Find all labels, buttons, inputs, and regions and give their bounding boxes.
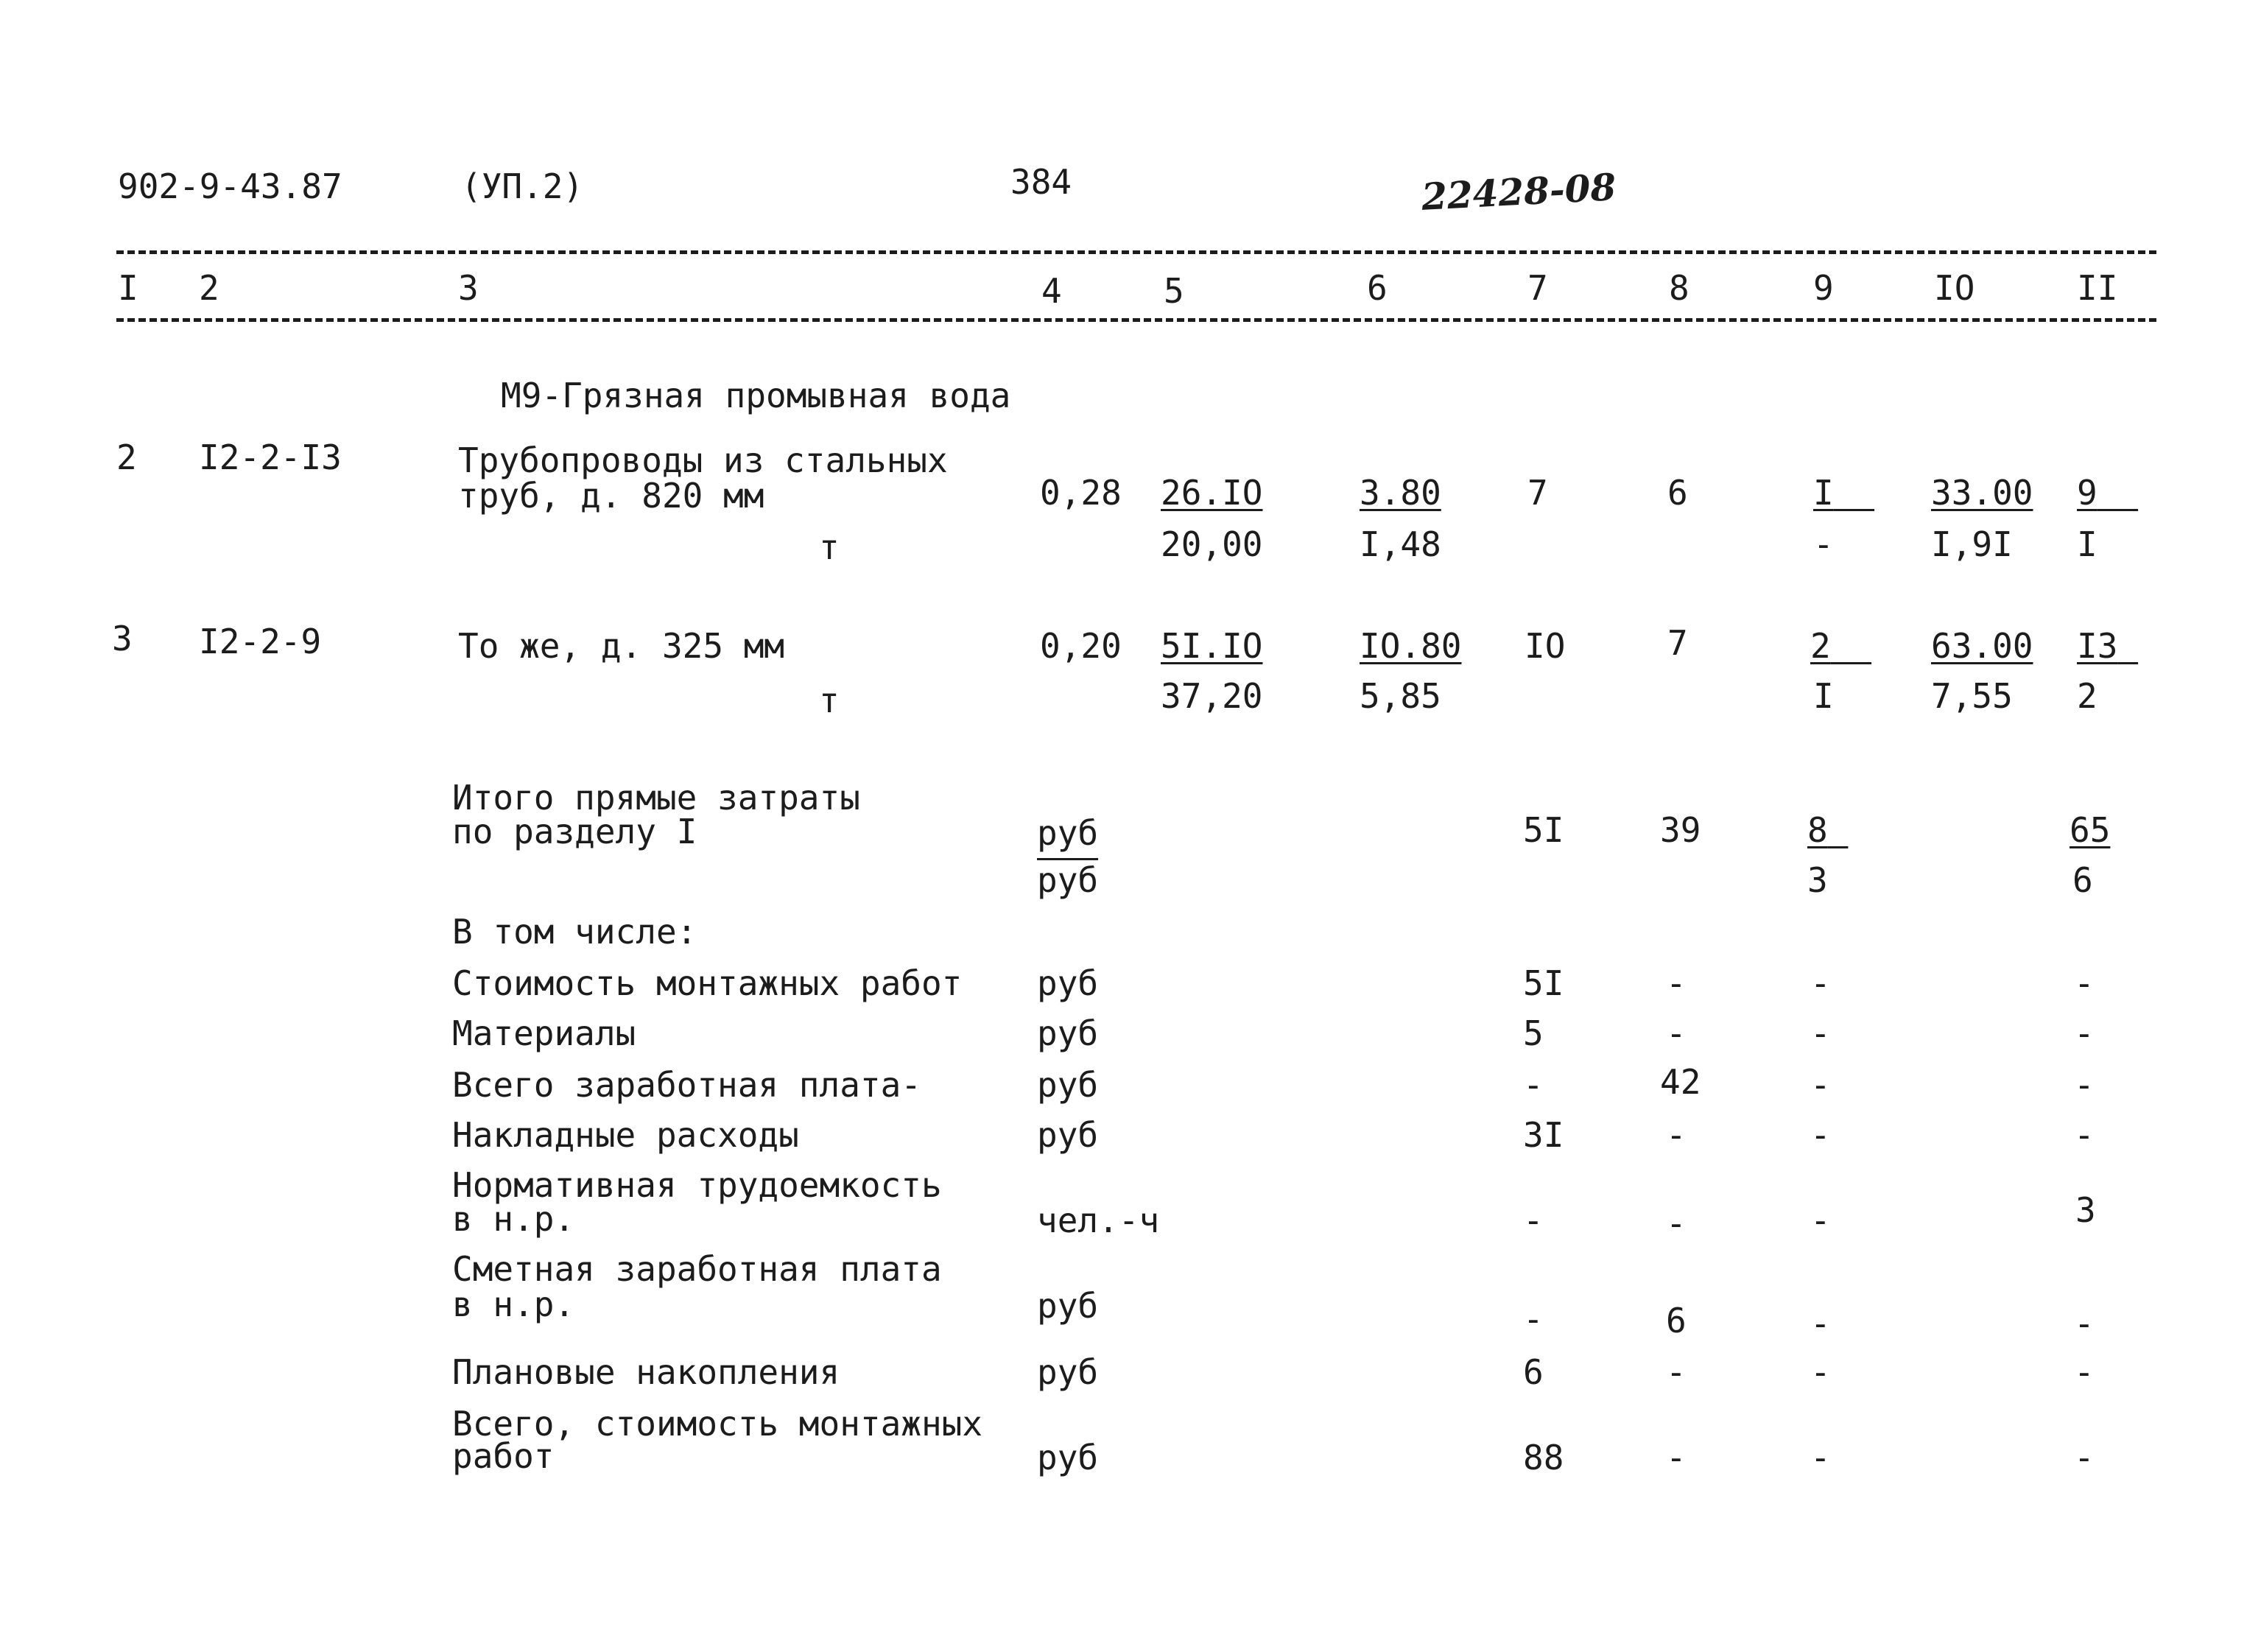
total-col9-bottom: 3 (1807, 860, 1828, 900)
row-code: I2-2-9 (199, 622, 322, 661)
breakdown-col9: - (1810, 1013, 1831, 1053)
row-number: 2 (116, 437, 137, 477)
breakdown-col11: - (2074, 963, 2095, 1003)
cell-col8: 6 (1667, 473, 1688, 513)
breakdown-col8: 6 (1666, 1301, 1687, 1340)
row-unit: т (819, 527, 840, 567)
total-unit: руб (1037, 813, 1099, 853)
row-name: Трубопроводы из стальных (458, 440, 948, 480)
column-header-11: II (2077, 268, 2118, 308)
breakdown-unit: руб (1037, 1115, 1099, 1155)
including-heading: В том числе: (452, 912, 697, 952)
breakdown-col7: - (1523, 1201, 1544, 1240)
breakdown-unit: руб (1037, 1352, 1099, 1392)
cell-col8: 7 (1667, 623, 1688, 663)
page-number: 384 (1010, 162, 1072, 202)
breakdown-label-continued: в н.р. (452, 1199, 575, 1239)
cell-col9-top: I (1813, 473, 1834, 513)
header-bottom-divider (116, 318, 2156, 322)
cell-col6-top: 3.80 (1360, 473, 1441, 513)
column-header-7: 7 (1527, 268, 1548, 308)
cell-col9-bottom: - (1813, 524, 1834, 564)
breakdown-label: Плановые накопления (452, 1352, 840, 1392)
column-header-8: 8 (1669, 268, 1689, 308)
breakdown-unit: чел.-ч (1037, 1201, 1160, 1240)
total-col11-top: 65 (2070, 810, 2111, 850)
column-header-5: 5 (1164, 271, 1184, 311)
breakdown-label: Всего, стоимость монтажных (452, 1404, 983, 1444)
cell-col11-top: 9 (2077, 473, 2098, 513)
row-code: I2-2-I3 (199, 437, 342, 477)
total-unit-second: руб (1037, 860, 1099, 900)
breakdown-col11: - (2074, 1065, 2095, 1105)
album-label: (УП.2) (461, 166, 584, 206)
breakdown-col8: - (1666, 963, 1687, 1003)
breakdown-col8: - (1666, 1352, 1687, 1392)
cell-col10-top: 63.00 (1931, 626, 2033, 666)
breakdown-unit: руб (1037, 1438, 1099, 1477)
cell-col6-bottom: 5,85 (1360, 676, 1441, 716)
document-code: 902-9-43.87 (118, 166, 342, 206)
row-quantity: 0,20 (1040, 626, 1122, 666)
breakdown-col8: 42 (1660, 1062, 1701, 1102)
breakdown-col7: - (1523, 1065, 1544, 1105)
breakdown-label-continued: работ (452, 1436, 555, 1476)
breakdown-label: Сметная заработная плата (452, 1249, 942, 1289)
breakdown-col11: - (2074, 1352, 2095, 1392)
breakdown-col9: - (1810, 1201, 1831, 1240)
cell-col6-top: IO.80 (1360, 626, 1462, 666)
total-col9-top: 8 (1807, 810, 1828, 850)
breakdown-col11: - (2074, 1115, 2095, 1155)
handwritten-stamp: 22428-08 (1420, 165, 1617, 219)
column-header-4: 4 (1041, 271, 1062, 311)
row-number: 3 (112, 619, 133, 658)
cell-col9-top: 2 (1810, 626, 1831, 666)
cell-col11-bottom: 2 (2077, 676, 2098, 716)
breakdown-label: Всего заработная плата- (452, 1065, 921, 1105)
column-header-1: I (118, 268, 138, 308)
breakdown-col7: - (1523, 1299, 1544, 1339)
cell-col5-bottom: 37,20 (1161, 676, 1263, 716)
breakdown-col7: 5I (1523, 963, 1564, 1003)
breakdown-col7: 3I (1523, 1115, 1564, 1155)
header-top-divider (116, 250, 2156, 254)
breakdown-col7: 6 (1523, 1352, 1544, 1392)
breakdown-col9: - (1810, 963, 1831, 1003)
cell-col6-bottom: I,48 (1360, 524, 1441, 564)
column-header-9: 9 (1813, 268, 1834, 308)
column-header-3: 3 (458, 268, 479, 308)
breakdown-unit: руб (1037, 1286, 1099, 1326)
row-quantity: 0,28 (1040, 473, 1122, 513)
breakdown-col8: - (1666, 1438, 1687, 1477)
row-unit: т (819, 681, 840, 720)
breakdown-col11: 3 (2075, 1190, 2096, 1230)
cell-col7: IO (1525, 626, 1566, 666)
breakdown-unit: руб (1037, 1065, 1099, 1105)
column-header-10: IO (1934, 268, 1975, 308)
total-col7: 5I (1523, 810, 1564, 850)
section-title: М9-Грязная промывная вода (501, 376, 1011, 415)
total-col11-bottom: 6 (2072, 860, 2093, 900)
breakdown-label: Накладные расходы (452, 1115, 799, 1155)
cell-col9-bottom: I (1813, 676, 1834, 716)
breakdown-col8: - (1666, 1115, 1687, 1155)
column-header-2: 2 (199, 268, 219, 308)
cell-col11-top: I3 (2077, 626, 2118, 666)
total-label-continued: по разделу I (452, 812, 697, 851)
breakdown-label: Нормативная трудоемкость (452, 1165, 942, 1205)
cell-col7: 7 (1527, 473, 1548, 513)
total-col8: 39 (1660, 810, 1701, 850)
breakdown-col8: - (1666, 1203, 1687, 1243)
breakdown-col11: - (2074, 1304, 2095, 1343)
breakdown-unit: руб (1037, 1013, 1099, 1053)
cell-col11-bottom: I (2077, 524, 2098, 564)
breakdown-col7: 5 (1523, 1013, 1544, 1053)
breakdown-col11: - (2074, 1013, 2095, 1053)
column-header-6: 6 (1367, 268, 1388, 308)
breakdown-col8: - (1666, 1013, 1687, 1053)
row-name-continued: труб, д. 820 мм (458, 476, 764, 516)
breakdown-col9: - (1810, 1065, 1831, 1105)
row-name: То же, д. 325 мм (458, 626, 785, 666)
breakdown-col11: - (2074, 1438, 2095, 1477)
breakdown-unit: руб (1037, 963, 1099, 1003)
breakdown-label: Материалы (452, 1013, 636, 1053)
breakdown-label: Стоимость монтажных работ (452, 963, 963, 1003)
cell-col5-bottom: 20,00 (1161, 524, 1263, 564)
breakdown-col9: - (1810, 1352, 1831, 1392)
breakdown-col9: - (1810, 1115, 1831, 1155)
cell-col5-top: 5I.IO (1161, 626, 1263, 666)
breakdown-col7: 88 (1523, 1438, 1564, 1477)
cell-col5-top: 26.IO (1161, 473, 1263, 513)
cell-col10-bottom: 7,55 (1931, 676, 2013, 716)
breakdown-label-continued: в н.р. (452, 1284, 575, 1324)
cell-col10-top: 33.00 (1931, 473, 2033, 513)
total-label: Итого прямые затраты (452, 778, 860, 818)
cell-col10-bottom: I,9I (1931, 524, 2013, 564)
breakdown-col9: - (1810, 1304, 1831, 1343)
breakdown-col9: - (1810, 1438, 1831, 1477)
